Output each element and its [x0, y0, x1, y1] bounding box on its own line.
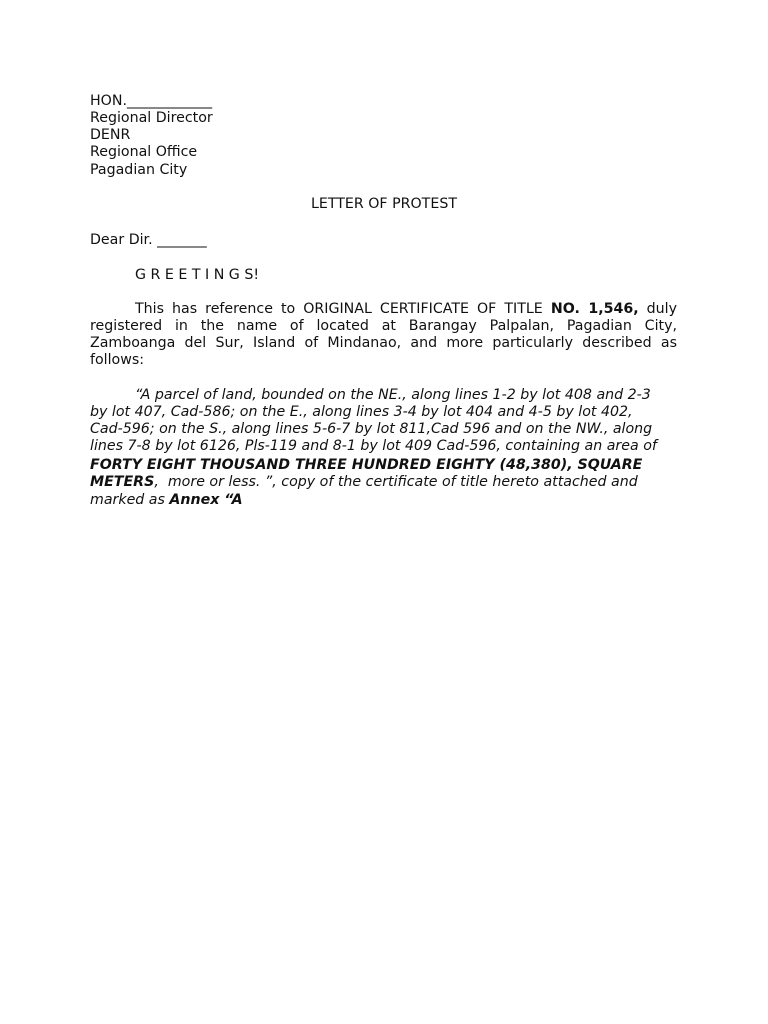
quote-line: Cad-596; on the S., along lines 5-6-7 by lot 811,Cad 596 and on the NW., along — [90, 421, 653, 437]
addressee-city: Pagadian City — [90, 162, 188, 178]
annex-label: Annex “A — [169, 492, 243, 508]
greetings: G R E E T I N G S! — [135, 267, 260, 283]
quote-line: “A parcel of land, bounded on the NE., along lines 1-2 by lot 408 and 2-3 — [135, 387, 651, 403]
addressee-office: Regional Office — [90, 144, 198, 160]
letter-title: LETTER OF PROTEST — [310, 196, 457, 212]
quote-line: METERS, more or less. ”, copy of the certificate of title hereto attached and — [90, 474, 638, 490]
area-statement: FORTY EIGHT THOUSAND THREE HUNDRED EIGHTY (48,380), SQUARE — [90, 457, 643, 473]
paragraph-line: This has reference to ORIGINAL CERTIFICATE OF TITLE NO. 1,546, duly — [135, 301, 677, 317]
addressee-hon: HON.____________ — [90, 93, 213, 109]
paragraph-line: registered in the name of located at Barangay Palpalan, Pagadian City, — [90, 318, 677, 334]
salutation: Dear Dir. _______ — [90, 232, 207, 248]
certificate-number: NO. 1,546, — [550, 301, 639, 317]
quote-line: lines 7-8 by lot 6126, Pls-119 and 8-1 by lot 409 Cad-596, containing an area of — [90, 438, 657, 454]
addressee-agency: DENR — [90, 127, 131, 143]
quote-line: marked as Annex “A — [90, 492, 243, 508]
paragraph-line: Zamboanga del Sur, Island of Mindanao, and more particularly described as — [90, 335, 677, 351]
paragraph-line: follows: — [90, 352, 145, 368]
addressee-title: Regional Director — [90, 110, 213, 126]
quote-line: by lot 407, Cad-586; on the E., along lines 3-4 by lot 404 and 4-5 by lot 402, — [90, 404, 633, 420]
